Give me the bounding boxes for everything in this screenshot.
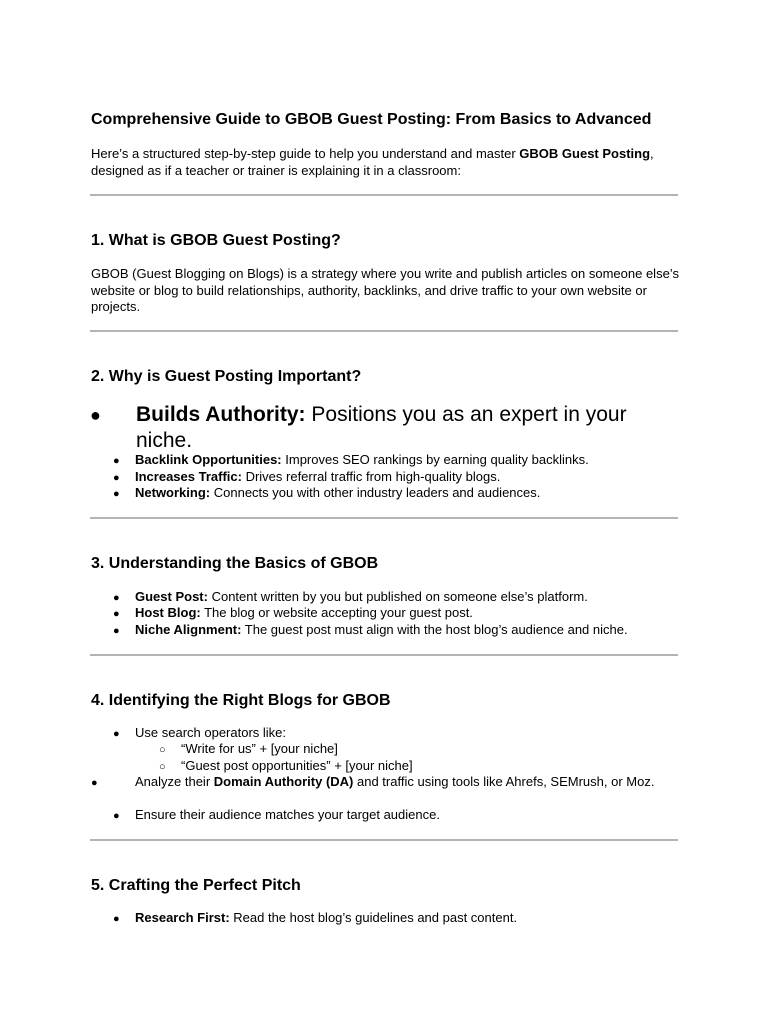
sub-list-item-text: “Write for us” + [your niche] (181, 741, 338, 756)
sub-list-item (159, 758, 413, 776)
bullet-icon: ● (113, 810, 120, 822)
list-item-text-end: and traffic using tools like Ahrefs, SEMrush, or Moz. (353, 774, 655, 789)
divider (90, 517, 678, 519)
sub-list-item (159, 741, 338, 759)
section-heading: 4. Identifying the Right Blogs for GBOB (91, 692, 391, 709)
list-item-label: Niche Alignment: (135, 622, 242, 637)
list-item-label: Research First: (135, 910, 230, 925)
list-item-label: Guest Post: (135, 589, 208, 604)
list-item (113, 807, 440, 825)
divider (90, 194, 678, 196)
circle-bullet-icon: ○ (159, 761, 166, 773)
bullet-icon: ● (91, 777, 98, 789)
bullet-icon: ● (113, 625, 120, 637)
list-item (90, 402, 676, 453)
list-item (113, 589, 588, 607)
list-item (91, 774, 675, 792)
list-item-text: Use search operators like: (135, 725, 287, 740)
bullet-icon: ● (113, 608, 120, 620)
bullet-icon: ● (113, 728, 120, 740)
list-item-text: Ensure their audience matches your target audience. (135, 807, 440, 822)
list-item (113, 725, 286, 743)
document-title: Comprehensive Guide to GBOB Guest Posting: From Basics to Advanced (91, 111, 652, 128)
section-heading: 5. Crafting the Perfect Pitch (91, 877, 301, 894)
bullet-icon: ● (113, 488, 120, 500)
section-paragraph: GBOB (Guest Blogging on Blogs) is a strategy where you write and publish articles on someone else’s website or blog to build relationships, authority, backlinks, and drive traffic to your own website or projects. (91, 266, 679, 314)
list-item-bold-text: Domain Authority (DA) (213, 774, 354, 789)
list-item-label: Builds Authority: (136, 403, 306, 426)
circle-bullet-icon: ○ (159, 744, 166, 756)
bullet-icon: ● (113, 592, 120, 604)
divider (90, 330, 678, 332)
list-item-text: Positions you as an expert in your niche. (136, 403, 627, 452)
list-item (113, 485, 540, 503)
bullet-icon: ● (113, 472, 120, 484)
divider (90, 654, 678, 656)
intro-text-end: , designed as if a teacher or trainer is explaining it in a classroom: (91, 146, 654, 178)
section-heading: 1. What is GBOB Guest Posting? (91, 232, 341, 249)
list-item-text: The blog or website accepting your guest post. (200, 605, 473, 620)
bullet-icon: ● (113, 455, 120, 467)
intro-bold-text: GBOB Guest Posting (519, 146, 651, 161)
list-item-text: Analyze their (135, 774, 214, 789)
section-heading: 2. Why is Guest Posting Important? (91, 368, 362, 385)
list-item-label: Networking: (135, 485, 211, 500)
list-item-text: The guest post must align with the host blog’s audience and niche. (241, 622, 628, 637)
list-item (113, 605, 473, 623)
section-heading: 3. Understanding the Basics of GBOB (91, 555, 379, 572)
list-item-label: Increases Traffic: (135, 469, 242, 484)
bullet-icon: ● (90, 405, 101, 425)
list-item (113, 469, 500, 487)
list-item-text: Read the host blog’s guidelines and past content. (229, 910, 518, 925)
list-item (113, 910, 517, 928)
list-item-label: Host Blog: (135, 605, 201, 620)
divider (90, 839, 678, 841)
list-item-text: Drives referral traffic from high-quality blogs. (241, 469, 501, 484)
list-item (113, 452, 589, 470)
list-item-label: Backlink Opportunities: (135, 452, 282, 467)
bullet-icon: ● (113, 913, 120, 925)
sub-list-item-text: “Guest post opportunities” + [your niche] (181, 758, 413, 773)
intro-paragraph (91, 146, 691, 179)
intro-text: Here’s a structured step-by-step guide to help you understand and master (91, 146, 520, 161)
list-item (113, 622, 628, 640)
list-item-text: Improves SEO rankings by earning quality backlinks. (281, 452, 589, 467)
list-item-text: Connects you with other industry leaders and audiences. (210, 485, 541, 500)
list-item-text: Content written by you but published on someone else’s platform. (207, 589, 588, 604)
